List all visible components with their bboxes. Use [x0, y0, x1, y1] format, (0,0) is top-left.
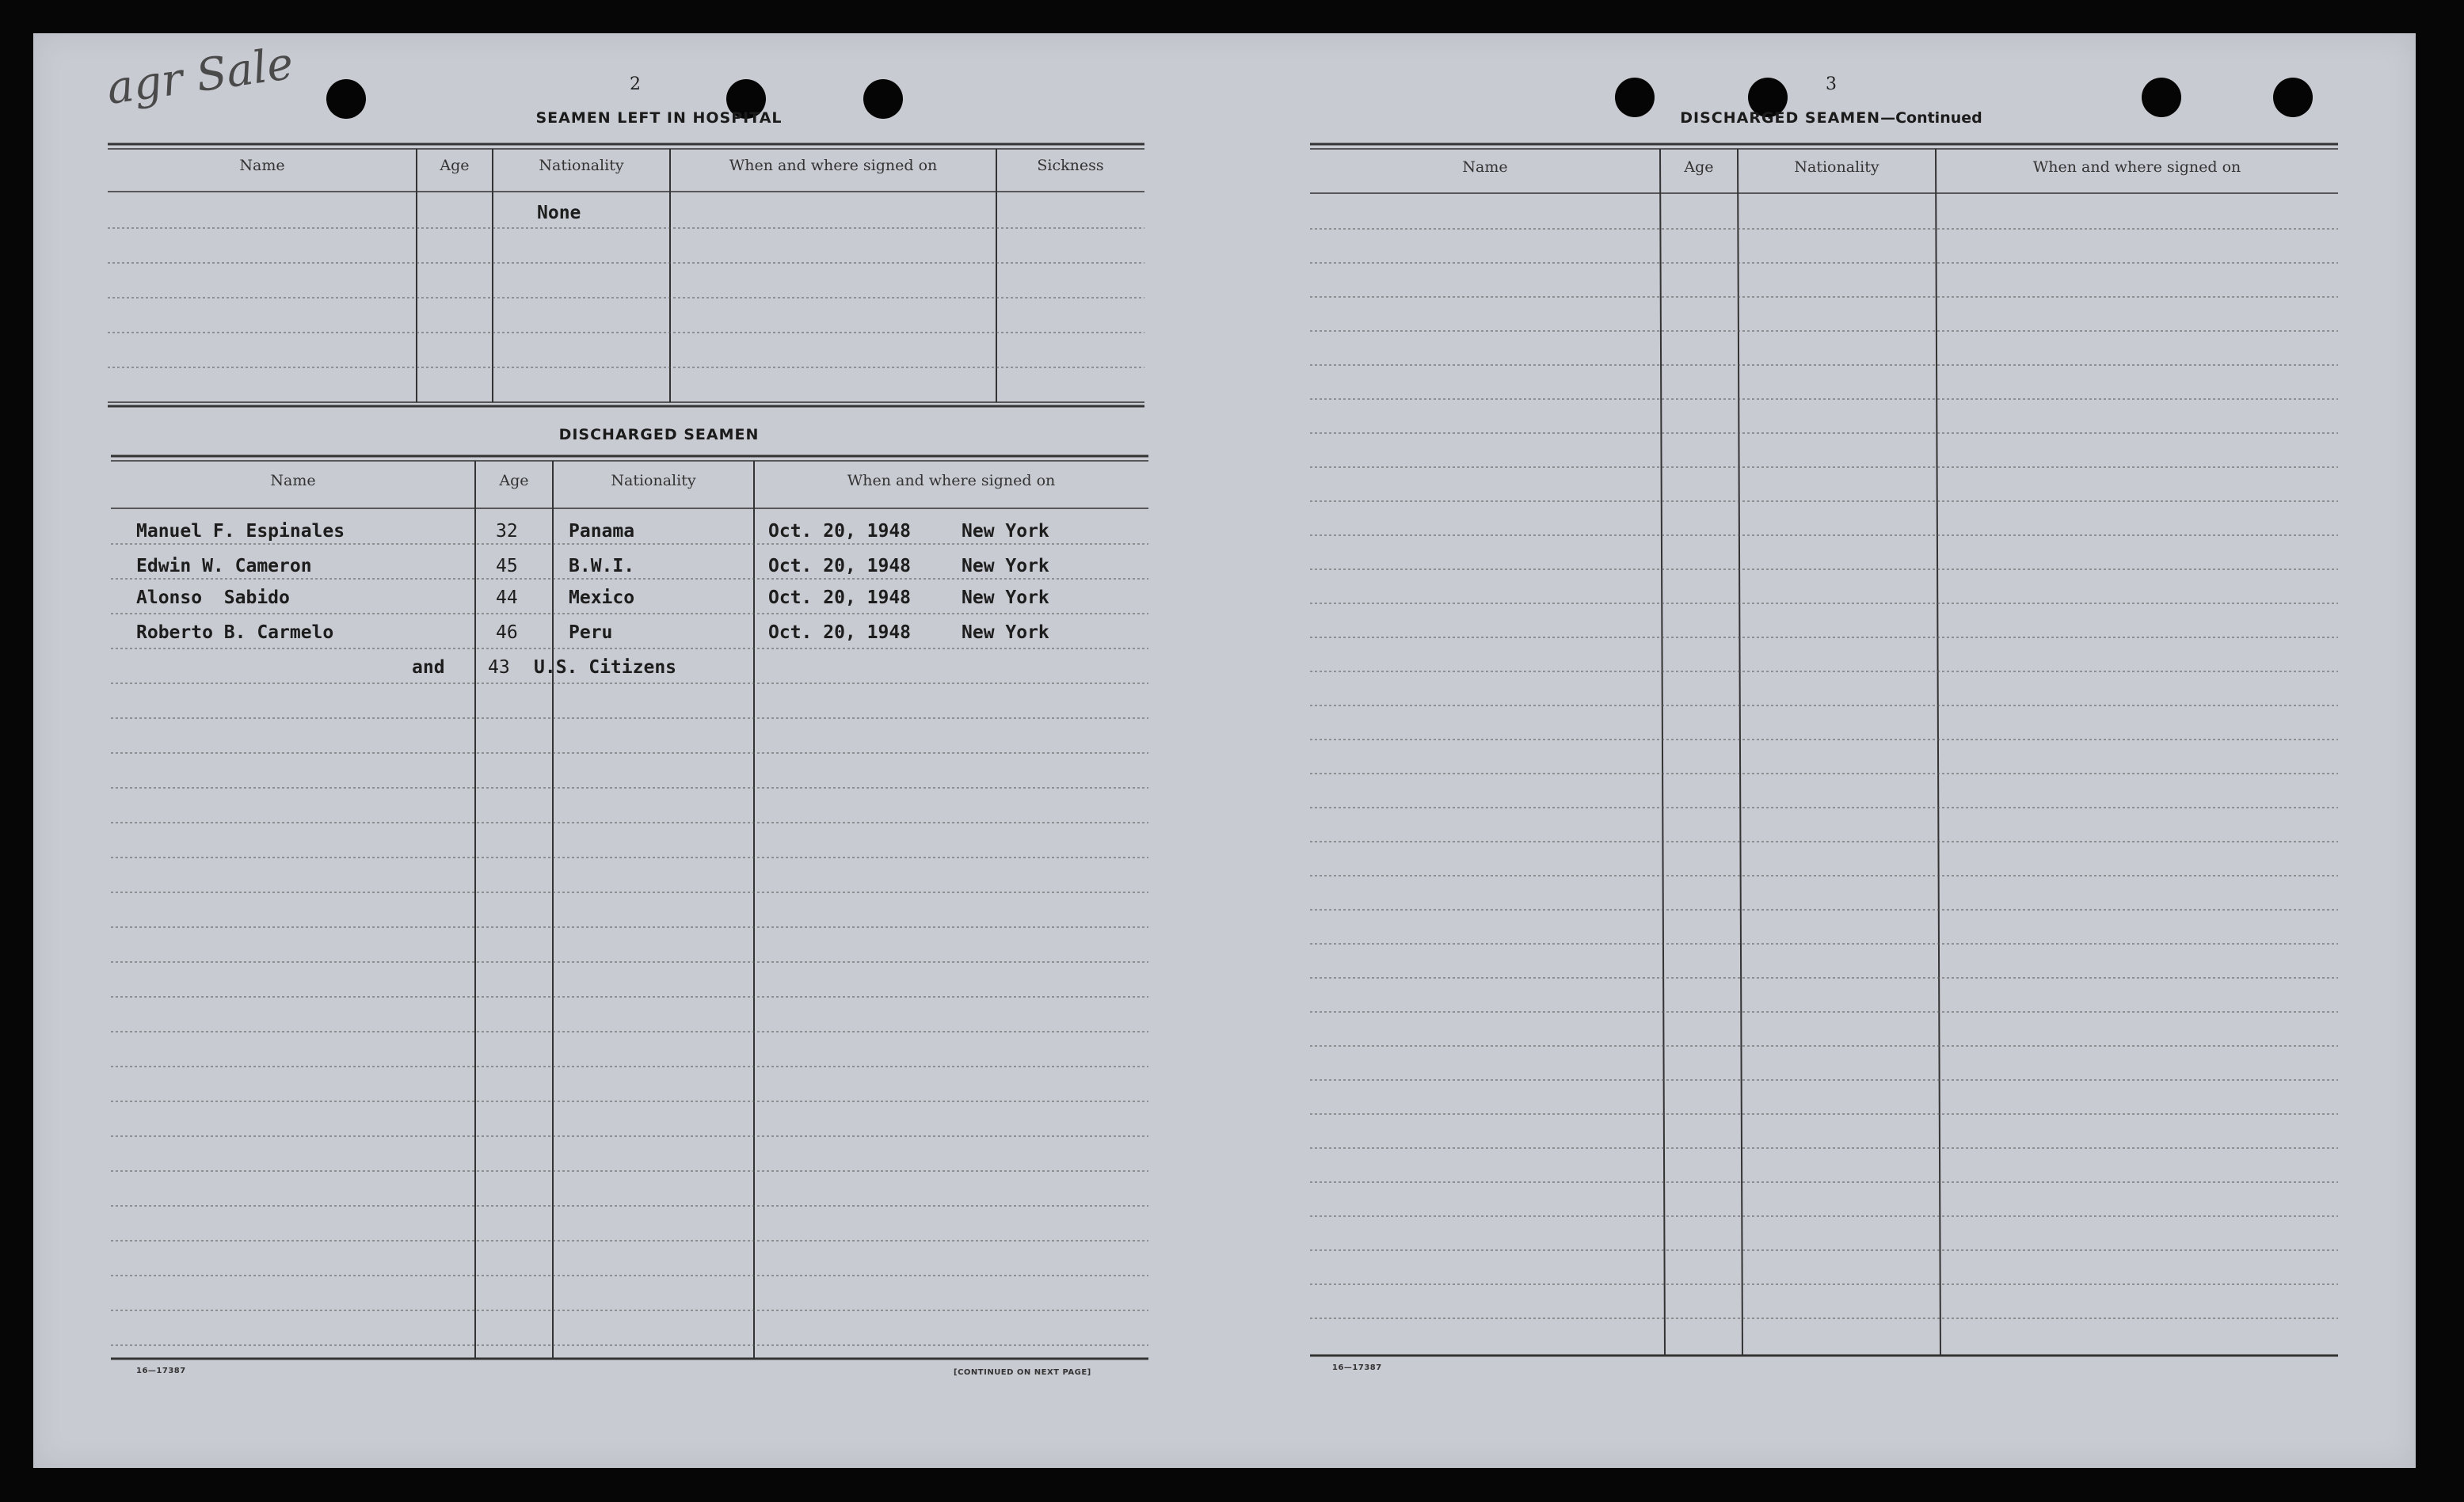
summary-nationality: U.S. Citizens [534, 657, 677, 678]
table-row-nationality: B.W.I. [569, 556, 635, 576]
right-header-name: Name [1462, 158, 1508, 176]
right-section-title [1594, 109, 2069, 127]
table-row-age: 46 [496, 622, 518, 643]
table-row-nationality: Peru [569, 622, 613, 643]
summary-age: 43 [488, 657, 510, 678]
table-row-name: Alonso Sabido [136, 587, 290, 608]
table-row-nationality: Mexico [569, 587, 635, 608]
right-title-main: DISCHARGED SEAMEN [1680, 109, 1881, 127]
right-page-number: 3 [1826, 74, 1837, 94]
table-row-date: Oct. 20, 1948 [768, 556, 912, 576]
right-header-age: Age [1684, 158, 1714, 176]
table-row-date: Oct. 20, 1948 [768, 521, 912, 542]
hospital-header-sickness: Sickness [1037, 157, 1104, 174]
hospital-entry-none: None [537, 203, 581, 223]
hospital-header-name: Name [239, 157, 285, 174]
table-row-place: New York [962, 587, 1049, 608]
table-row-name: Roberto B. Carmelo [136, 622, 334, 643]
table-row-nationality: Panama [569, 521, 635, 542]
form-rulings [33, 33, 2416, 1468]
table-row-date: Oct. 20, 1948 [768, 587, 912, 608]
discharged-header-name: Name [270, 472, 316, 489]
continued-note: [CONTINUED ON NEXT PAGE] [954, 1368, 1091, 1377]
handwritten-note: agr Sale [103, 37, 297, 116]
table-row-place: New York [962, 521, 1049, 542]
table-row-age: 45 [496, 556, 518, 576]
discharged-header-nationality: Nationality [611, 472, 696, 489]
right-header-nationality: Nationality [1794, 158, 1879, 176]
table-row-age: 44 [496, 587, 518, 608]
hospital-section-title: SEAMEN LEFT IN HOSPITAL [535, 109, 783, 127]
summary-prefix: and [412, 657, 445, 678]
table-row-place: New York [962, 622, 1049, 643]
hospital-header-age: Age [440, 157, 470, 174]
table-row-place: New York [962, 556, 1049, 576]
table-row-date: Oct. 20, 1948 [768, 622, 912, 643]
left-page-number: 2 [630, 74, 641, 94]
document-sheet [33, 33, 2416, 1468]
right-form-number: 16—17387 [1332, 1363, 1382, 1372]
left-form-number: 16—17387 [136, 1367, 186, 1375]
discharged-header-age: Age [499, 472, 529, 489]
right-title-continued: —Continued [1880, 109, 1982, 127]
discharged-section-title: DISCHARGED SEAMEN [558, 426, 760, 443]
table-row-name: Edwin W. Cameron [136, 556, 312, 576]
hospital-header-nationality: Nationality [539, 157, 624, 174]
discharged-header-signed-on: When and where signed on [847, 472, 1056, 489]
hospital-header-signed-on: When and where signed on [729, 157, 938, 174]
table-row-name: Manuel F. Espinales [136, 521, 345, 542]
right-header-signed-on: When and where signed on [2032, 158, 2241, 176]
table-row-age: 32 [496, 521, 518, 542]
